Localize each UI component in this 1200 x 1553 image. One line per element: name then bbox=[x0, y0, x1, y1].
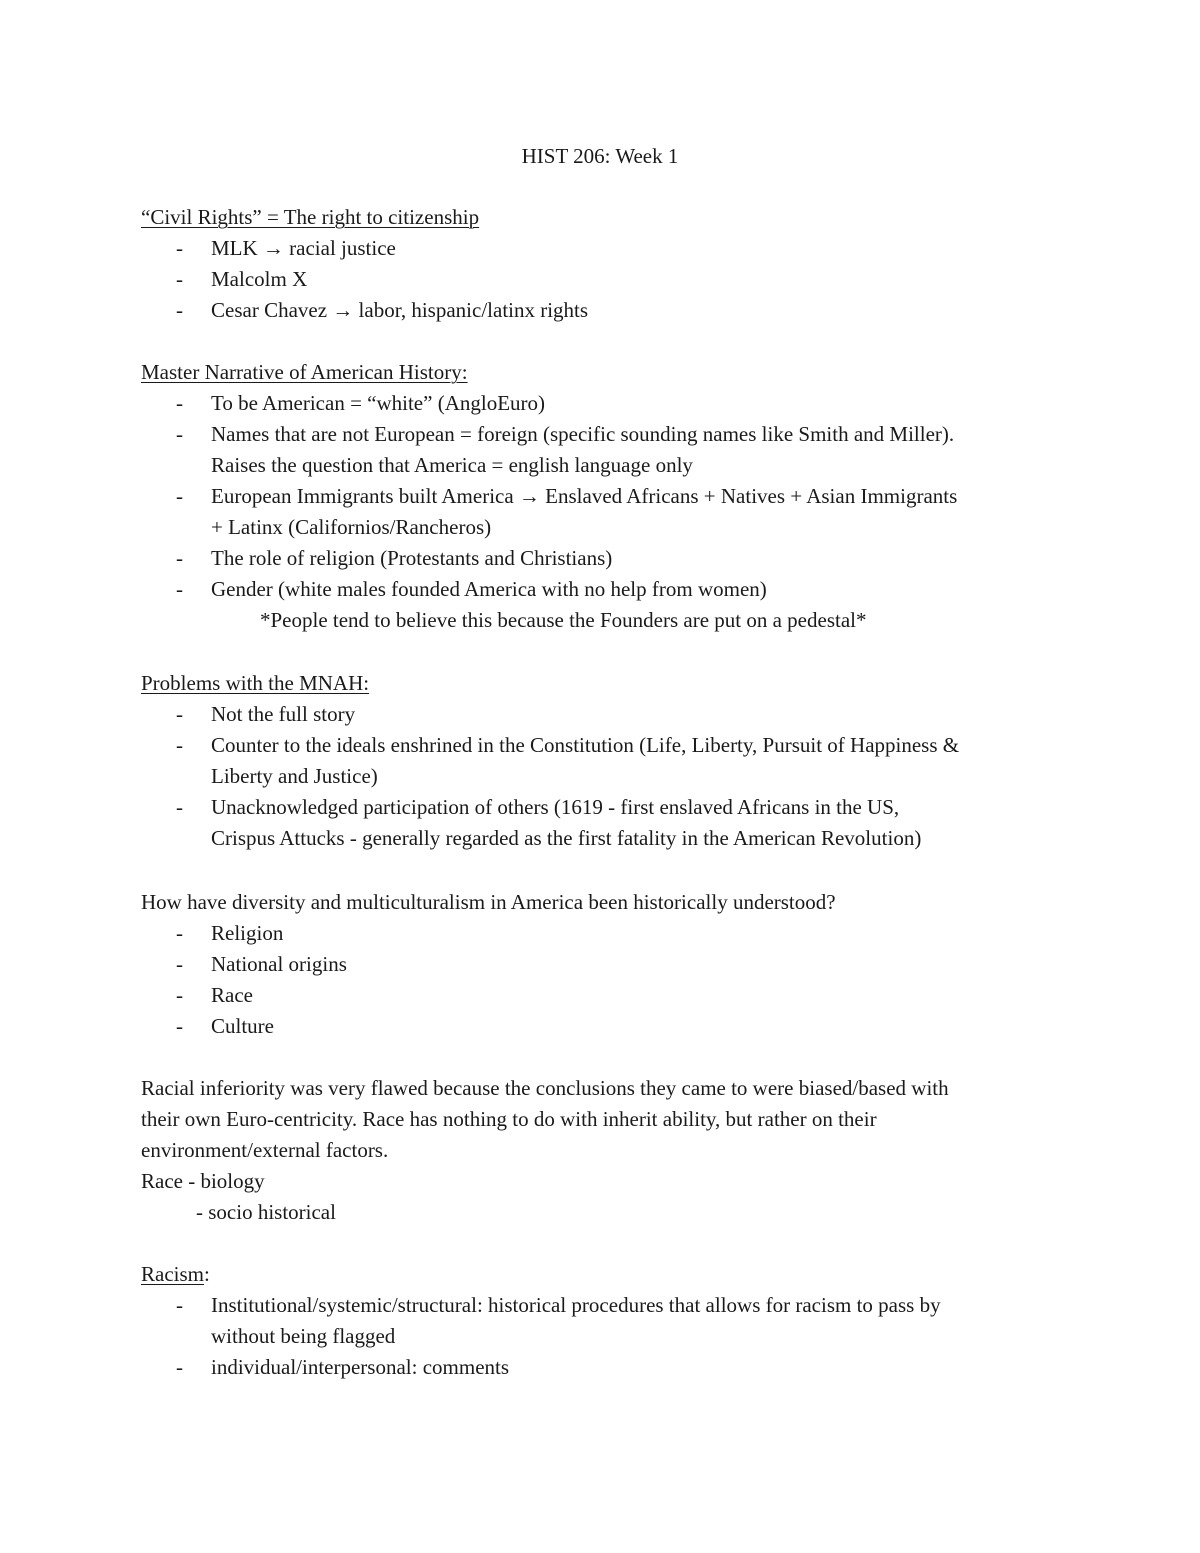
problems-item-continued: Liberty and Justice) bbox=[211, 764, 378, 788]
master-narrative-item: European Immigrants built America → Enslaved Africans + Natives + Asian Immigrants bbox=[211, 484, 958, 508]
bullet-dash: - bbox=[176, 921, 183, 945]
diversity-item: National origins bbox=[211, 952, 347, 976]
racism-heading-colon: : bbox=[204, 1262, 210, 1286]
racial-inferiority-line: their own Euro-centricity. Race has nothing to do with inherit ability, but rather on their bbox=[141, 1107, 877, 1131]
bullet-dash: - bbox=[176, 422, 183, 446]
diversity-item: Religion bbox=[211, 921, 284, 945]
civil-rights-item: Malcolm X bbox=[211, 267, 308, 291]
master-narrative-item: Gender (white males founded America with no help from women) bbox=[211, 577, 767, 601]
racism-heading-row bbox=[141, 1259, 210, 1290]
racism-item: individual/interpersonal: comments bbox=[211, 1355, 510, 1379]
problems-item-continued: Crispus Attucks - generally regarded as the first fatality in the American Revolution) bbox=[211, 826, 922, 850]
master-narrative-item-continued: + Latinx (Californios/Rancheros) bbox=[211, 515, 492, 539]
problems-item: Counter to the ideals enshrined in the Constitution (Life, Liberty, Pursuit of Happiness & bbox=[211, 733, 960, 757]
bullet-dash: - bbox=[176, 391, 183, 415]
bullet-dash: - bbox=[176, 267, 183, 291]
master-narrative-note: *People tend to believe this because the Founders are put on a pedestal* bbox=[260, 608, 867, 632]
racial-inferiority-line: Racial inferiority was very flawed because the conclusions they came to were biased/based with bbox=[141, 1076, 949, 1100]
bullet-dash: - bbox=[176, 546, 183, 570]
bullet-dash: - bbox=[176, 952, 183, 976]
diversity-item: Race bbox=[211, 983, 253, 1007]
problems-heading: Problems with the MNAH: bbox=[141, 671, 370, 695]
master-narrative-item: To be American = “white” (AngloEuro) bbox=[211, 391, 546, 415]
problems-item: Unacknowledged participation of others (1619 - first enslaved Africans in the US, bbox=[211, 795, 900, 819]
bullet-dash: - bbox=[176, 298, 183, 322]
bullet-dash: - bbox=[176, 702, 183, 726]
racism-heading: Racism bbox=[141, 1262, 204, 1286]
bullet-dash: - bbox=[176, 484, 183, 508]
master-narrative-item: Names that are not European = foreign (specific sounding names like Smith and Miller). bbox=[211, 422, 955, 446]
bullet-dash: - bbox=[176, 795, 183, 819]
race-biology-line: Race - biology bbox=[141, 1169, 265, 1193]
civil-rights-item: Cesar Chavez → labor, hispanic/latinx rights bbox=[211, 298, 589, 322]
master-narrative-item-continued: Raises the question that America = english language only bbox=[211, 453, 693, 477]
racism-item: Institutional/systemic/structural: historical procedures that allows for racism to pass by bbox=[211, 1293, 941, 1317]
civil-rights-heading: “Civil Rights” = The right to citizenship bbox=[141, 205, 480, 229]
racial-inferiority-line: environment/external factors. bbox=[141, 1138, 389, 1162]
page-title: HIST 206: Week 1 bbox=[521, 144, 679, 168]
racism-item-continued: without being flagged bbox=[211, 1324, 396, 1348]
bullet-dash: - bbox=[176, 1014, 183, 1038]
diversity-item: Culture bbox=[211, 1014, 274, 1038]
problems-item: Not the full story bbox=[211, 702, 356, 726]
master-narrative-item: The role of religion (Protestants and Christians) bbox=[211, 546, 613, 570]
diversity-question: How have diversity and multiculturalism in America been historically understood? bbox=[141, 890, 836, 914]
bullet-dash: - bbox=[176, 577, 183, 601]
bullet-dash: - bbox=[176, 983, 183, 1007]
civil-rights-item: MLK → racial justice bbox=[211, 236, 396, 260]
bullet-dash: - bbox=[176, 1355, 183, 1379]
bullet-dash: - bbox=[176, 236, 183, 260]
bullet-dash: - bbox=[176, 1293, 183, 1317]
bullet-dash: - bbox=[176, 733, 183, 757]
race-socio-historical-line: - socio historical bbox=[196, 1200, 336, 1224]
master-narrative-heading: Master Narrative of American History: bbox=[141, 360, 468, 384]
